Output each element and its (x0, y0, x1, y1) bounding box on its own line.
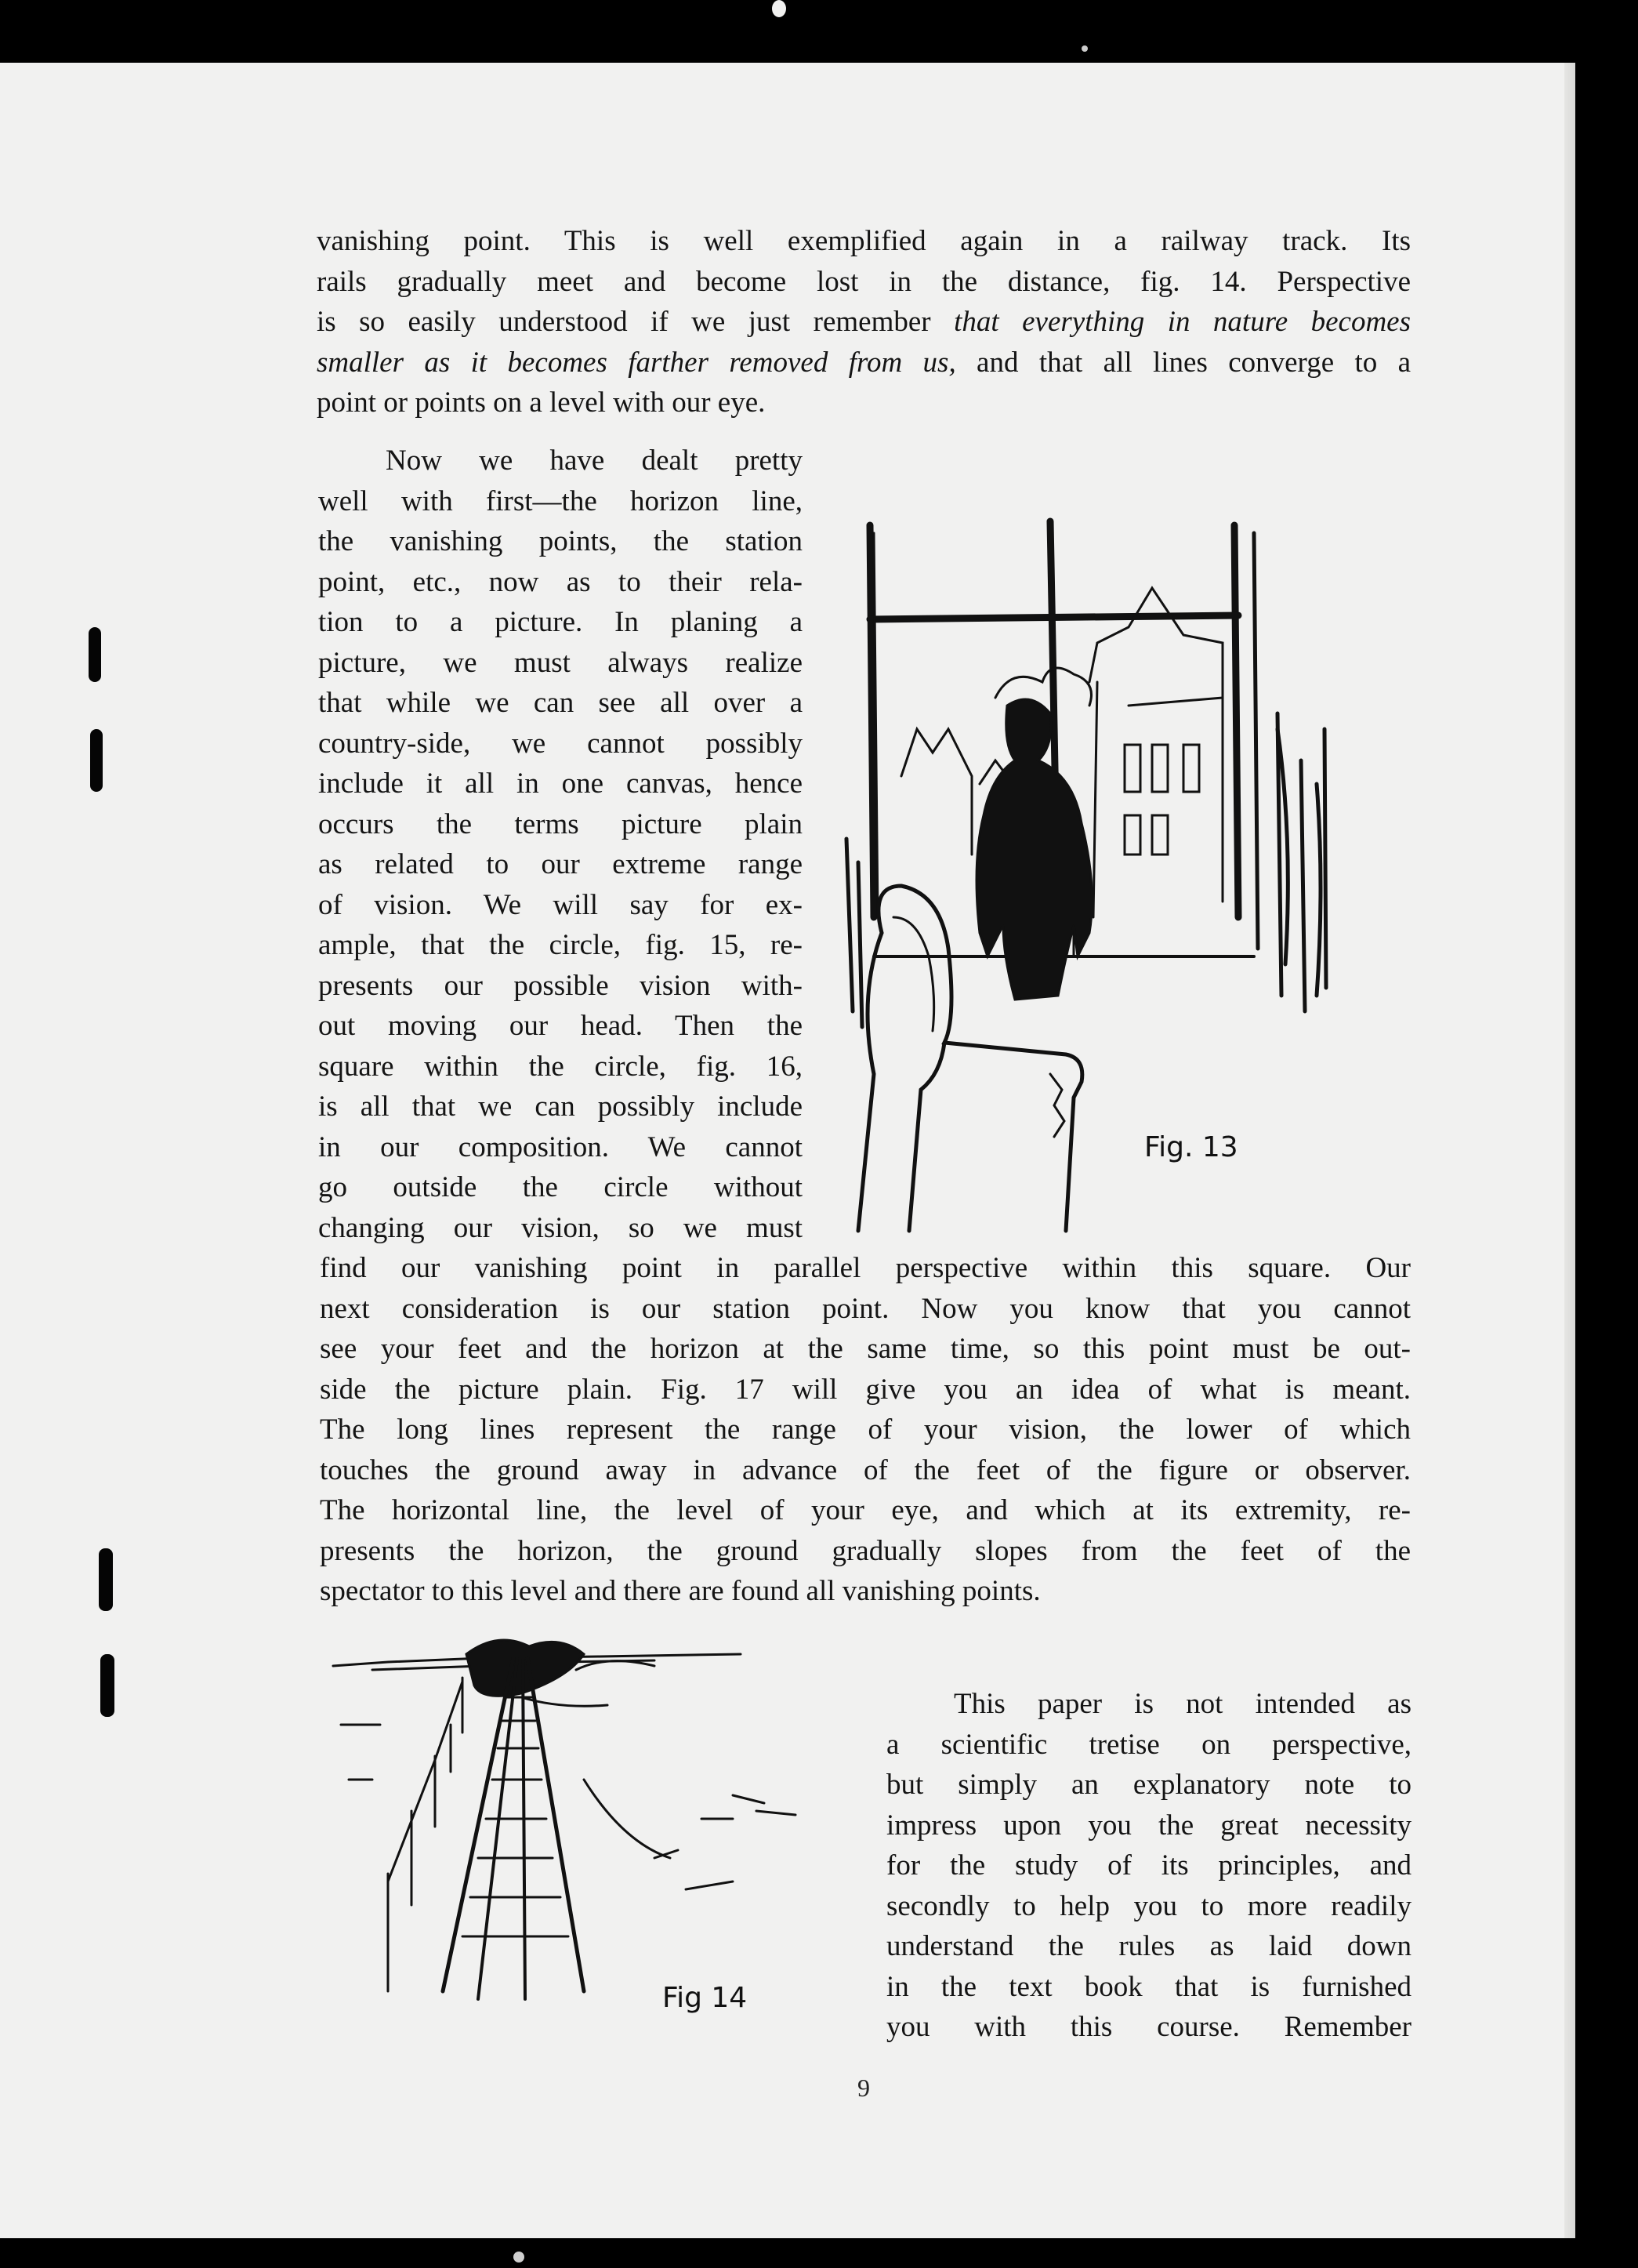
scan-speck (1082, 45, 1088, 52)
text-line: point or points on a level with our eye. (317, 386, 766, 419)
text-line: of vision. We will say for ex- (318, 888, 803, 921)
text-line: out moving our head. Then the (318, 1010, 803, 1042)
text-line: square within the circle, fig. 16, (318, 1050, 803, 1083)
text-line: The long lines represent the range of your vision, the lower of which (320, 1413, 1411, 1446)
scan-speck (513, 2252, 524, 2263)
text-line: but simply an explanatory note to (886, 1769, 1412, 1801)
text-line: Now we have dealt pretty (386, 445, 803, 477)
figure-13 (815, 447, 1411, 1239)
text-line: in the text book that is furnished (886, 1970, 1412, 2003)
text-line: presents our possible vision with- (318, 969, 803, 1002)
window-scene-illustration (815, 447, 1411, 1239)
top-paragraph (317, 221, 1411, 423)
right-column-paragraph (886, 1684, 1412, 2048)
text-line: The horizontal line, the level of your eye, and which at its extremity, re- (320, 1494, 1411, 1526)
text-line: occurs the terms picture plain (318, 807, 803, 840)
text-line: rails gradually meet and become lost in the distance, fig. 14. Perspective (317, 265, 1411, 298)
text-line: smaller as it becomes farther removed from us, and that all lines converge to a (317, 346, 1412, 379)
text-line: picture, we must always realize (318, 646, 803, 679)
text-line: changing our vision, so we must (318, 1211, 803, 1244)
text-line: as related to our extreme range (318, 848, 803, 880)
text-line: spectator to this level and there are found all vanishing points. (320, 1575, 1041, 1607)
figure-14-caption: Fig 14 (662, 1982, 748, 2014)
text-line: side the picture plain. Fig. 17 will give you an idea of what is meant. (320, 1373, 1411, 1406)
document-page (0, 63, 1575, 2238)
text-line: secondly to help you to more readily (886, 1889, 1412, 1922)
text-line: that while we can see all over a (318, 687, 803, 719)
scan-speck (772, 0, 786, 17)
left-column-paragraph (318, 441, 803, 1248)
text-line: impress upon you the great necessity (886, 1809, 1412, 1842)
text-line: find our vanishing point in parallel perspective within this square. Our (320, 1252, 1411, 1284)
figure-14 (325, 1623, 858, 2046)
text-line: touches the ground away in advance of the feet of the figure or observer. (320, 1453, 1411, 1486)
binding-mark (99, 1548, 113, 1611)
text-line: vanishing point. This is well exemplified again in a railway track. Its (317, 225, 1411, 257)
text-line: the vanishing points, the station (318, 525, 803, 557)
page-number: 9 (857, 2074, 870, 2102)
text-line: see your feet and the horizon at the same time, so this point must be out- (320, 1333, 1411, 1365)
text-line: ample, that the circle, fig. 15, re- (318, 929, 803, 961)
text-line: include it all in one canvas, hence (318, 767, 803, 800)
railway-track-illustration (325, 1623, 858, 2046)
text-line: next consideration is our station point. Now you know that you cannot (320, 1292, 1411, 1325)
text-line: a scientific tretise on perspective, (886, 1728, 1412, 1761)
text-line: for the study of its principles, and (886, 1849, 1412, 1882)
text-line: is so easily understood if we just remember that everything in nature becomes (317, 306, 1411, 338)
text-line: This paper is not intended as (954, 1688, 1412, 1720)
text-line: understand the rules as laid down (886, 1930, 1412, 1962)
text-line: point, etc., now as to their rela- (318, 565, 803, 598)
text-line: go outside the circle without (318, 1171, 803, 1203)
figure-13-caption: Fig. 13 (1144, 1131, 1238, 1163)
text-line: you with this course. Remember (886, 2011, 1412, 2043)
text-line: country-side, we cannot possibly (318, 727, 803, 760)
text-line: is all that we can possibly include (318, 1090, 803, 1123)
text-line: in our composition. We cannot (318, 1130, 803, 1163)
middle-paragraph (320, 1248, 1411, 1612)
binding-mark (89, 627, 101, 682)
italic-phrase: smaller as it becomes farther removed from us, (317, 346, 956, 379)
italic-phrase: that everything in nature becomes (954, 306, 1411, 338)
text-line: well with first—the horizon line, (318, 484, 803, 517)
text-line: tion to a picture. In planing a (318, 606, 803, 638)
text-line: presents the horizon, the ground gradually slopes from the feet of the (320, 1534, 1411, 1567)
binding-mark (100, 1654, 114, 1717)
binding-mark (90, 729, 103, 792)
